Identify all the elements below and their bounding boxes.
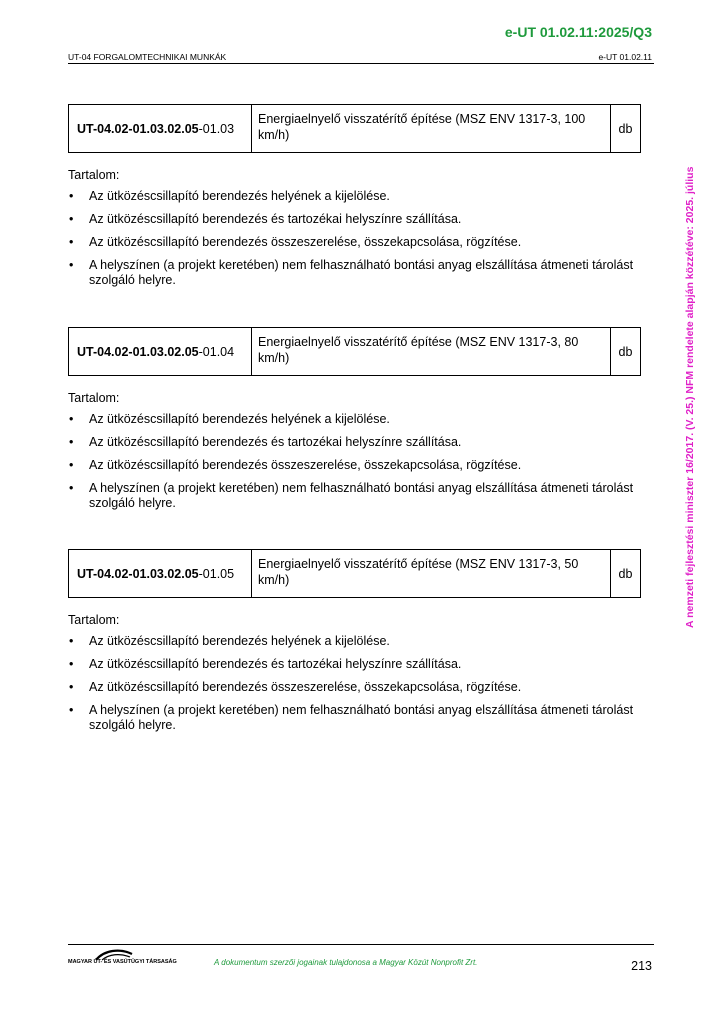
publication-side-note: A nemzeti fejlesztési miniszter 16/2017. (V. 25.) NFM rendelete alapján közzétéve: 2025. július <box>684 166 696 628</box>
list-item: • Az ütközéscsillapító berendezés és tartozékai helyszínre szállítása. <box>69 657 462 671</box>
page-number: 213 <box>631 959 652 973</box>
item-description: Energiaelnyelő visszatérítő építése (MSZ ENV 1317-3, 100 km/h) <box>252 105 611 152</box>
list-item: • A helyszínen (a projekt keretében) nem felhasználható bontási anyag elszállítása átmeneti tárolást szolgáló helyre. <box>69 481 634 510</box>
item-code-main: UT-04.02-01.03.02.05 <box>77 344 199 359</box>
list-item: • A helyszínen (a projekt keretében) nem felhasználható bontási anyag elszállítása átmeneti tárolást szolgáló helyre. <box>69 703 634 732</box>
item-table <box>68 327 641 376</box>
item-code-cell <box>69 105 252 152</box>
item-unit: db <box>618 566 633 581</box>
bullet-icon: • <box>69 680 74 694</box>
list-item: • Az ütközéscsillapító berendezés összeszerelése, összekapcsolása, rögzítése. <box>69 235 522 249</box>
item-code-suffix: -01.03 <box>198 121 235 136</box>
list-item: • Az ütközéscsillapító berendezés helyének a kijelölése. <box>69 634 390 648</box>
bullet-icon: • <box>69 235 74 249</box>
bullet-icon: • <box>69 657 74 671</box>
content-label: Tartalom: <box>68 391 120 405</box>
content-list <box>68 412 642 511</box>
item-description: Energiaelnyelő visszatérítő építése (MSZ ENV 1317-3, 50 km/h) <box>252 550 611 597</box>
header-doc-ref: e-UT 01.02.11 <box>598 52 652 62</box>
item-unit: db <box>618 121 633 136</box>
list-item: • A helyszínen (a projekt keretében) nem felhasználható bontási anyag elszállítása átmeneti tárolást szolgáló helyre. <box>69 258 634 287</box>
bullet-icon: • <box>69 703 74 717</box>
item-code-main: UT-04.02-01.03.02.05 <box>77 566 199 581</box>
content-list <box>68 189 642 288</box>
header-divider <box>68 63 654 64</box>
bullet-icon: • <box>69 634 74 648</box>
list-item: • Az ütközéscsillapító berendezés helyének a kijelölése. <box>69 412 390 426</box>
item-unit: db <box>618 344 633 359</box>
content-label: Tartalom: <box>68 168 120 182</box>
document-code: e-UT 01.02.11:2025/Q3 <box>504 24 652 40</box>
list-item: • Az ütközéscsillapító berendezés és tartozékai helyszínre szállítása. <box>69 212 462 226</box>
content-list <box>68 634 642 733</box>
bullet-icon: • <box>69 212 74 226</box>
item-code-main: UT-04.02-01.03.02.05 <box>77 121 199 136</box>
item-section-1 <box>68 104 642 296</box>
list-item: • Az ütközéscsillapító berendezés helyének a kijelölése. <box>69 189 390 203</box>
footer-divider <box>68 944 654 945</box>
list-item: • Az ütközéscsillapító berendezés és tartozékai helyszínre szállítása. <box>69 435 462 449</box>
society-logo <box>68 948 177 970</box>
bullet-icon: • <box>69 412 74 426</box>
item-table <box>68 549 641 598</box>
item-section-2 <box>68 327 642 519</box>
bullet-icon: • <box>69 189 74 203</box>
item-code-suffix: -01.04 <box>198 344 235 359</box>
item-code-cell <box>69 550 252 597</box>
header-chapter-title: UT-04 FORGALOMTECHNIKAI MUNKÁK <box>68 52 227 62</box>
copyright-notice: A dokumentum szerzői jogainak tulajdonosa a Magyar Közút Nonprofit Zrt. <box>214 958 478 967</box>
bullet-icon: • <box>69 435 74 449</box>
item-code-suffix: -01.05 <box>198 566 235 581</box>
society-logo-text: MAGYAR ÚT- ÉS VASÚTÜGYI TÁRSASÁG <box>68 959 177 965</box>
bullet-icon: • <box>69 258 74 272</box>
item-table <box>68 104 641 153</box>
list-item: • Az ütközéscsillapító berendezés összeszerelése, összekapcsolása, rögzítése. <box>69 680 522 694</box>
item-section-3 <box>68 549 642 741</box>
item-description: Energiaelnyelő visszatérítő építése (MSZ ENV 1317-3, 80 km/h) <box>252 328 611 375</box>
list-item: • Az ütközéscsillapító berendezés összeszerelése, összekapcsolása, rögzítése. <box>69 458 522 472</box>
bullet-icon: • <box>69 481 74 495</box>
content-label: Tartalom: <box>68 613 120 627</box>
item-code-cell <box>69 328 252 375</box>
bullet-icon: • <box>69 458 74 472</box>
